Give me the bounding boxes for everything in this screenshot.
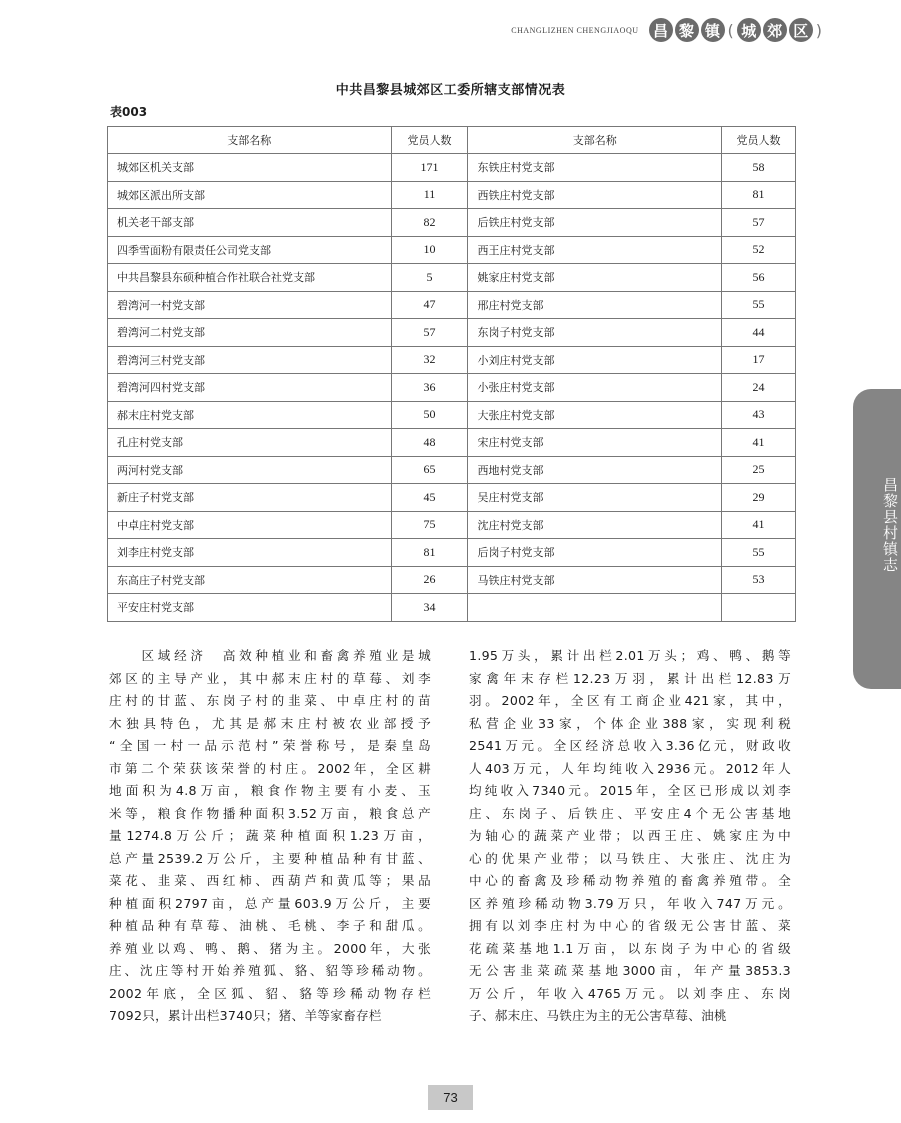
text-line: 木独具特色，尤其是郝末庄村被农业部授予 <box>109 715 431 731</box>
member-count-cell: 47 <box>391 291 468 319</box>
text-line: 庄、沈庄等村开始养殖狐、貉、貂等珍稀动物。 <box>109 963 431 978</box>
branch-name-cell: 东高庄子村党支部 <box>108 566 392 594</box>
branch-name-cell: 姚家庄村党支部 <box>468 264 722 292</box>
branch-name-cell: 碧湾河二村党支部 <box>108 319 392 347</box>
branch-name-cell: 城郊区机关支部 <box>108 154 392 182</box>
member-count-cell: 41 <box>722 429 796 457</box>
table-row <box>108 374 796 402</box>
header-char: 郊 <box>763 18 787 42</box>
branch-name-cell: 小张庄村党支部 <box>468 374 722 402</box>
member-count-cell: 26 <box>391 566 468 594</box>
text-line: 家禽年末存栏12.23万羽，累计出栏12.83万 <box>469 670 791 686</box>
header-char: 城 <box>737 18 761 42</box>
member-count-cell: 52 <box>722 236 796 264</box>
table-row <box>108 154 796 182</box>
branch-name-cell: 碧湾河四村党支部 <box>108 374 392 402</box>
member-count-cell: 34 <box>391 594 468 622</box>
table-row <box>108 346 796 374</box>
table-row <box>108 401 796 429</box>
header-paren: ( <box>727 20 734 40</box>
header-title <box>649 18 824 42</box>
member-count-cell: 29 <box>722 484 796 512</box>
header-english: CHANGLIZHEN CHENGJIAOQU <box>511 25 639 35</box>
text-line: 为轴心的蔬菜产业带；以西王庄、姚家庄为中 <box>469 828 791 843</box>
member-count-cell: 11 <box>391 181 468 209</box>
header-char: 黎 <box>675 18 699 42</box>
member-count-cell: 5 <box>391 264 468 292</box>
text-line: 地面积为4.8万亩，粮食作物主要有小麦、玉 <box>109 783 431 798</box>
text-line: 量1274.8万公斤；蔬菜种植面积1.23万亩， <box>109 828 431 843</box>
branch-name-cell: 四季雪面粉有限责任公司党支部 <box>108 236 392 264</box>
member-count-cell: 57 <box>722 209 796 237</box>
member-count-cell: 44 <box>722 319 796 347</box>
text-line: 2541万元。全区经济总收入3.36亿元，财政收 <box>469 738 791 753</box>
branch-name-cell: 城郊区派出所支部 <box>108 181 392 209</box>
member-count-cell: 43 <box>722 401 796 429</box>
member-count-cell: 41 <box>722 511 796 539</box>
header-paren: ) <box>815 20 822 40</box>
branch-name-cell: 后岗子村党支部 <box>468 539 722 567</box>
branch-name-cell: 两河村党支部 <box>108 456 392 484</box>
header-member-count: 党员人数 <box>391 127 468 154</box>
text-line: 人403万元，人年均纯收入2936元。2012年人 <box>469 760 791 776</box>
text-line: 郊区的主导产业，其中郝末庄村的草莓、刘李 <box>109 670 431 686</box>
branch-name-cell: 吴庄村党支部 <box>468 484 722 512</box>
branch-name-cell: 郝末庄村党支部 <box>108 401 392 429</box>
member-count-cell: 81 <box>722 181 796 209</box>
branch-name-cell: 刘李庄村党支部 <box>108 539 392 567</box>
branch-name-cell <box>468 594 722 622</box>
text-line: 总产量2539.2万公斤，主要种植品种有甘蓝、 <box>109 850 431 866</box>
member-count-cell: 75 <box>391 511 468 539</box>
member-count-cell: 55 <box>722 291 796 319</box>
text-line: 区域经济 高效种植业和畜禽养殖业是城 <box>109 648 431 663</box>
text-line: 米等，粮食作物播种面积3.52万亩，粮食总产 <box>109 805 431 821</box>
table-row <box>108 594 796 622</box>
branch-name-cell: 邢庄村党支部 <box>468 291 722 319</box>
member-count-cell: 25 <box>722 456 796 484</box>
member-count-cell: 45 <box>391 484 468 512</box>
member-count-cell: 65 <box>391 456 468 484</box>
text-line: 种植品种有草莓、油桃、毛桃、李子和甜瓜。 <box>109 918 431 933</box>
text-line: 私营企业33家，个体企业388家，实现利税 <box>469 715 791 731</box>
header-branch-name: 支部名称 <box>108 127 392 154</box>
table-label: 表003 <box>110 105 148 119</box>
side-tab-label: 昌黎县村镇志 <box>881 477 899 573</box>
text-line: 2002年底，全区狐、貂、貉等珍稀动物存栏 <box>109 985 431 1001</box>
text-line: 菜花、韭菜、西红柿、西葫芦和黄瓜等；果品 <box>109 873 431 888</box>
text-line: 拥有以刘李庄村为中心的省级无公害甘蓝、菜 <box>469 918 791 933</box>
header-member-count: 党员人数 <box>722 127 796 154</box>
branch-name-cell: 马铁庄村党支部 <box>468 566 722 594</box>
table-row <box>108 484 796 512</box>
text-line: 花疏菜基地1.1万亩，以东岗子为中心的省级 <box>469 940 791 956</box>
branch-name-cell: 东岗子村党支部 <box>468 319 722 347</box>
member-count-cell: 53 <box>722 566 796 594</box>
text-line: 均纯收入7340元。2015年，全区已形成以刘李 <box>469 783 791 798</box>
table-row <box>108 539 796 567</box>
branch-name-cell: 小刘庄村党支部 <box>468 346 722 374</box>
header-char: 镇 <box>701 18 725 42</box>
text-line: 养殖业以鸡、鸭、鹅、猪为主。2000年，大张 <box>109 940 431 956</box>
branch-name-cell: 沈庄村党支部 <box>468 511 722 539</box>
member-count-cell: 36 <box>391 374 468 402</box>
table-row <box>108 291 796 319</box>
member-count-cell: 56 <box>722 264 796 292</box>
text-line: 子、郝末庄、马铁庄为主的无公害草莓、油桃 <box>469 1008 727 1023</box>
branch-name-cell: 西地村党支部 <box>468 456 722 484</box>
branch-name-cell: 新庄子村党支部 <box>108 484 392 512</box>
member-count-cell: 57 <box>391 319 468 347</box>
header-branch-name: 支部名称 <box>468 127 722 154</box>
text-line: 无公害韭菜疏菜基地3000亩，年产量3853.3 <box>469 963 791 978</box>
text-line: 种植面积2797亩，总产量603.9万公斤，主要 <box>109 895 431 911</box>
text-line: 1.95万头，累计出栏2.01万头；鸡、鸭、鹅等 <box>469 648 791 663</box>
table-title: 中共昌黎县城郊区工委所辖支部情况表 <box>335 83 566 98</box>
branch-name-cell: 后铁庄村党支部 <box>468 209 722 237</box>
member-count-cell: 171 <box>391 154 468 182</box>
table-row <box>108 566 796 594</box>
body-text-left-column <box>109 645 431 1028</box>
branch-name-cell: 机关老干部支部 <box>108 209 392 237</box>
table-row <box>108 209 796 237</box>
member-count-cell: 32 <box>391 346 468 374</box>
branch-name-cell: 东铁庄村党支部 <box>468 154 722 182</box>
member-count-cell: 10 <box>391 236 468 264</box>
text-line: “全国一村一品示范村”荣誉称号，是秦皇岛 <box>109 738 431 753</box>
branch-name-cell: 中共昌黎县东硕种植合作社联合社党支部 <box>108 264 392 292</box>
table-row <box>108 429 796 457</box>
member-count-cell: 55 <box>722 539 796 567</box>
branch-name-cell: 中卓庄村党支部 <box>108 511 392 539</box>
member-count-cell: 82 <box>391 209 468 237</box>
table-row <box>108 181 796 209</box>
text-line: 万公斤，年收入4765万元。以刘李庄、东岗 <box>469 985 791 1001</box>
table-header-row <box>108 127 796 154</box>
branch-name-cell: 平安庄村党支部 <box>108 594 392 622</box>
text-line: 7092只，累计出栏3740只；猪、羊等家畜存栏 <box>109 1008 382 1023</box>
member-count-cell <box>722 594 796 622</box>
header-char: 昌 <box>649 18 673 42</box>
text-line: 市第二个荣获该荣誉的村庄。2002年，全区耕 <box>109 760 431 776</box>
member-count-cell: 48 <box>391 429 468 457</box>
table-row <box>108 456 796 484</box>
branch-name-cell: 碧湾河一村党支部 <box>108 291 392 319</box>
text-line: 庄村的甘蓝、东岗子村的韭菜、中卓庄村的苗 <box>109 693 431 708</box>
table-row <box>108 511 796 539</box>
table-row <box>108 236 796 264</box>
text-line: 中心的畜禽及珍稀动物养殖的畜禽养殖带。全 <box>469 873 791 888</box>
text-line: 区养殖珍稀动物3.79万只，年收入747万元。 <box>469 895 791 911</box>
member-count-cell: 50 <box>391 401 468 429</box>
branch-name-cell: 大张庄村党支部 <box>468 401 722 429</box>
text-line: 庄、东岗子、后铁庄、平安庄4个无公害基地 <box>469 805 791 821</box>
member-count-cell: 81 <box>391 539 468 567</box>
header-char: 区 <box>789 18 813 42</box>
page-number: 73 <box>428 1085 473 1110</box>
branch-name-cell: 宋庄村党支部 <box>468 429 722 457</box>
member-count-cell: 17 <box>722 346 796 374</box>
table-row <box>108 319 796 347</box>
branch-name-cell: 孔庄村党支部 <box>108 429 392 457</box>
table-row <box>108 264 796 292</box>
text-line: 羽。2002年，全区有工商企业421家，其中， <box>469 693 791 708</box>
branch-name-cell: 西王庄村党支部 <box>468 236 722 264</box>
side-tab <box>853 389 901 689</box>
running-header <box>511 18 823 42</box>
member-count-cell: 24 <box>722 374 796 402</box>
body-text-right-column <box>469 645 791 1028</box>
text-line: 心的优果产业带；以马铁庄、大张庄、沈庄为 <box>469 850 791 866</box>
branch-name-cell: 碧湾河三村党支部 <box>108 346 392 374</box>
branch-table <box>107 126 796 622</box>
branch-name-cell: 西铁庄村党支部 <box>468 181 722 209</box>
member-count-cell: 58 <box>722 154 796 182</box>
